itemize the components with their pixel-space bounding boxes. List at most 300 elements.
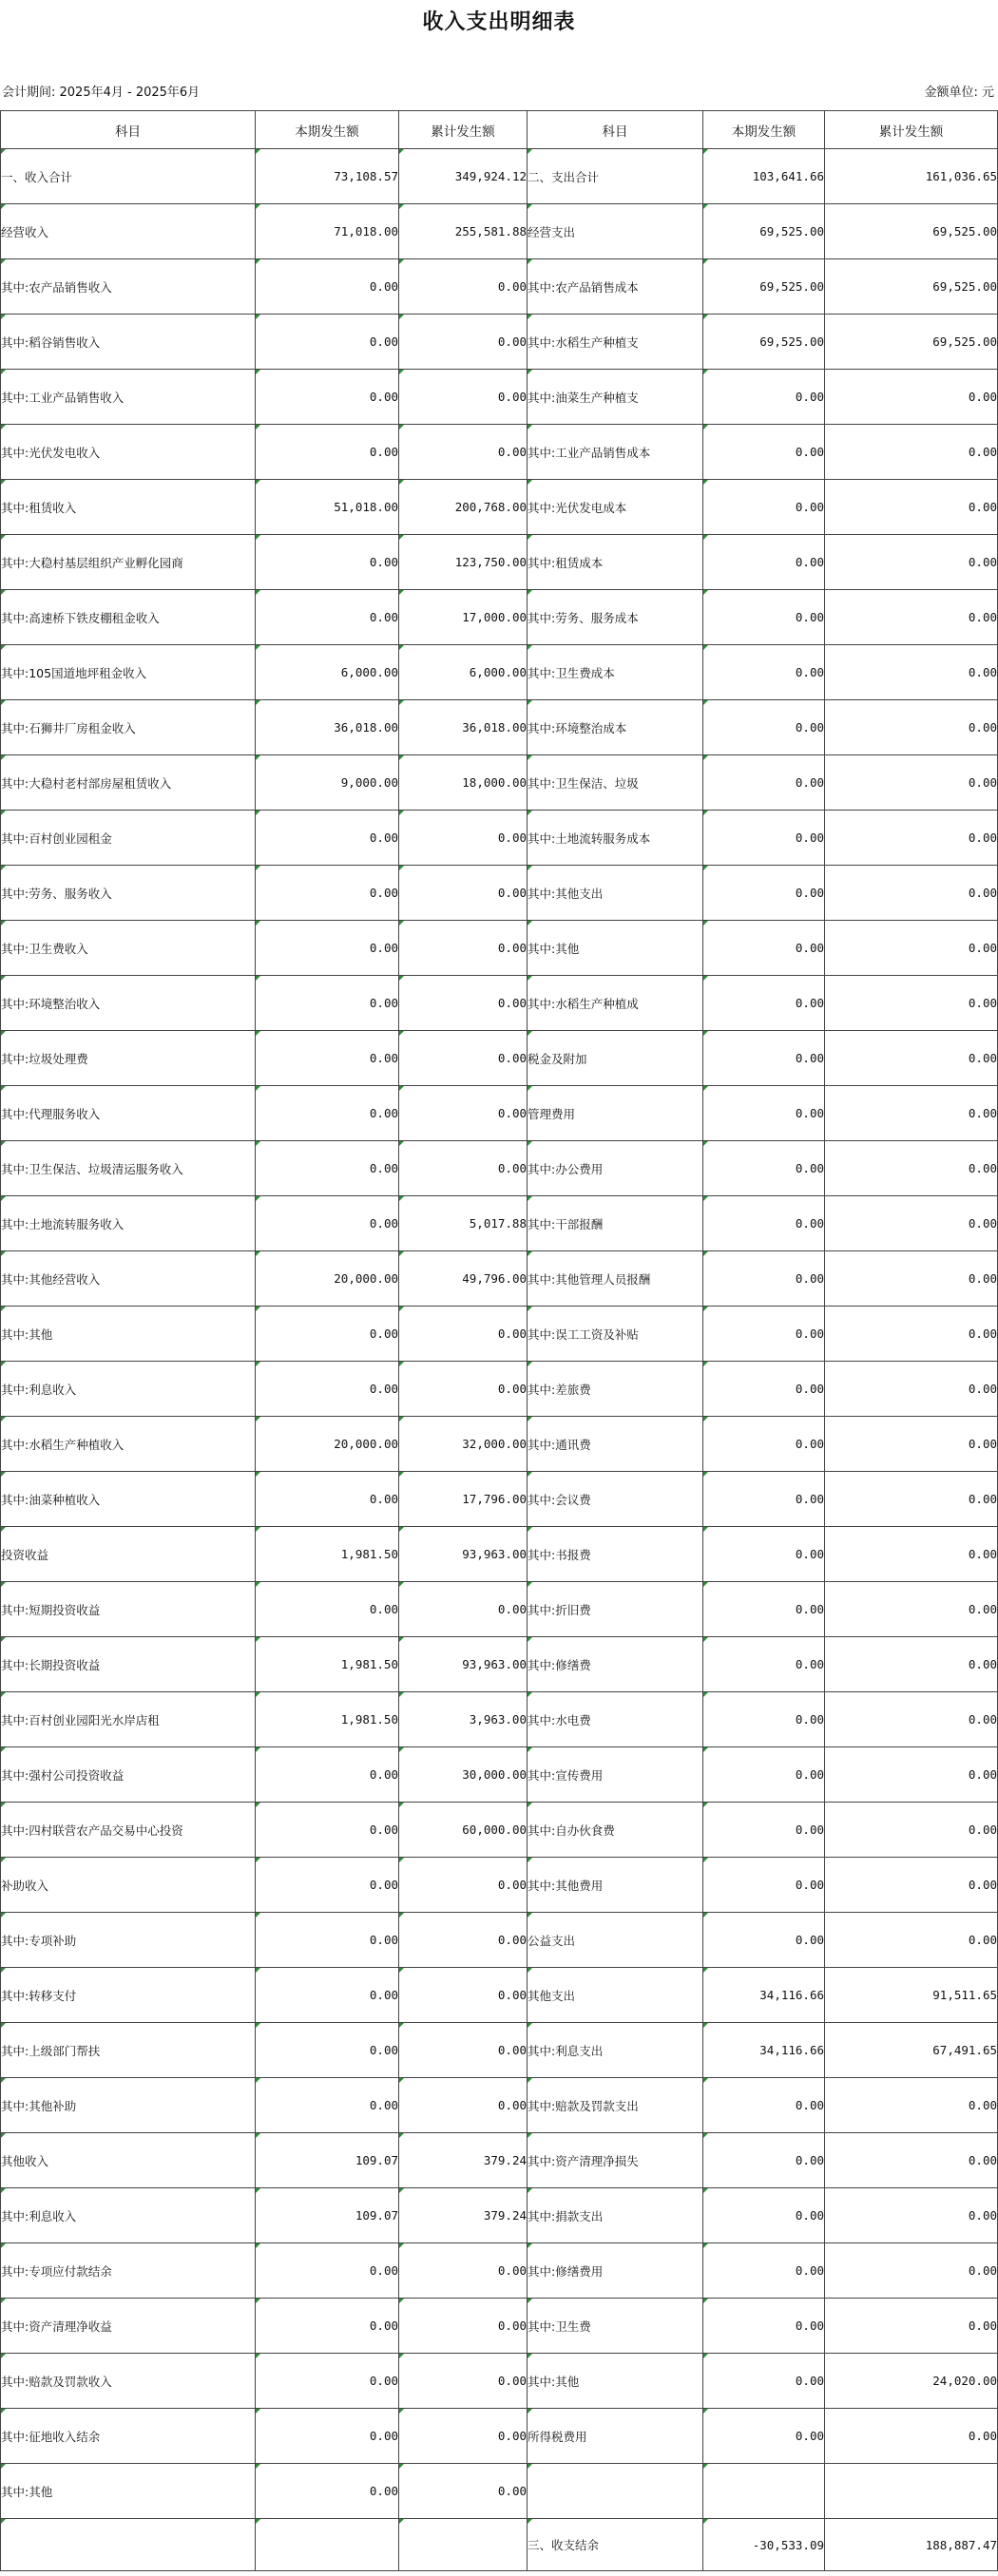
income-cumulative-cell: 0.00 [399,1858,528,1913]
expense-current-cell: 0.00 [703,1913,825,1968]
expense-current-cell: 0.00 [703,976,825,1031]
expense-current-cell: 0.00 [703,1858,825,1913]
income-current-cell: 0.00 [256,1803,399,1858]
table-row [1,2299,998,2354]
expense-current-cell: 0.00 [703,1196,825,1251]
table-row [1,1637,998,1692]
table-row [1,2188,998,2243]
income-item-cell: 其中:光伏发电收入 [1,425,256,480]
expense-cumulative-cell: 0.00 [825,700,998,755]
income-item-cell: 其他收入 [1,2133,256,2188]
income-item-cell: 补助收入 [1,1858,256,1913]
table-row [1,259,998,315]
expense-current-cell: 0.00 [703,755,825,811]
expense-item-cell: 其中:利息支出 [528,2023,703,2078]
expense-current-cell: 0.00 [703,2133,825,2188]
income-item-cell: 其中:稻谷销售收入 [1,315,256,370]
income-item-cell: 其中:专项补助 [1,1913,256,1968]
income-cumulative-cell: 0.00 [399,2409,528,2464]
expense-cumulative-cell: 24,020.00 [825,2354,998,2409]
expense-item-cell: 其中:卫生费 [528,2299,703,2354]
expense-cumulative-cell: 0.00 [825,1637,998,1692]
income-current-cell: 0.00 [256,2078,399,2133]
table-row [1,2023,998,2078]
income-current-cell: 0.00 [256,811,399,866]
expense-cumulative-cell: 0.00 [825,370,998,425]
table-row [1,480,998,535]
income-current-cell: 0.00 [256,1968,399,2023]
expense-current-cell: 0.00 [703,425,825,480]
income-cumulative-cell: 32,000.00 [399,1417,528,1472]
income-cumulative-cell: 0.00 [399,921,528,976]
income-item-cell: 其中:百村创业园阳光水岸店租 [1,1692,256,1747]
income-current-cell: 0.00 [256,1141,399,1196]
header-expense-cumulative: 累计发生额 [825,111,998,149]
expense-item-cell: 其中:修缮费 [528,1637,703,1692]
income-item-cell: 其中:利息收入 [1,1362,256,1417]
income-item-cell: 其中:大稳村基层组织产业孵化园商 [1,535,256,590]
income-cumulative-cell: 0.00 [399,976,528,1031]
income-cumulative-cell: 0.00 [399,1362,528,1417]
expense-item-cell: 管理费用 [528,1086,703,1141]
income-current-cell: 0.00 [256,2409,399,2464]
expense-item-cell: 其中:书报费 [528,1527,703,1582]
table-row [1,2409,998,2464]
income-item-cell: 其中:转移支付 [1,1968,256,2023]
income-cumulative-cell: 5,017.88 [399,1196,528,1251]
income-item-cell: 其中:利息收入 [1,2188,256,2243]
income-item-cell: 其中:其他 [1,1307,256,1362]
income-item-cell: 其中:垃圾处理费 [1,1031,256,1086]
expense-current-cell: 0.00 [703,2409,825,2464]
income-cumulative-cell: 0.00 [399,1141,528,1196]
income-item-cell: 其中:其他经营收入 [1,1251,256,1307]
income-current-cell: 73,108.57 [256,149,399,204]
income-current-cell: 0.00 [256,590,399,645]
table-row [1,2464,998,2519]
expense-current-cell: 0.00 [703,1472,825,1527]
income-item-cell: 其中:农产品销售收入 [1,259,256,315]
expense-cumulative-cell: 0.00 [825,921,998,976]
expense-item-cell: 其中:水稻生产种植支 [528,315,703,370]
table-row [1,425,998,480]
expense-item-cell: 其中:其他 [528,921,703,976]
table-row [1,2243,998,2299]
expense-item-cell: 其中:其他 [528,2354,703,2409]
expense-cumulative-cell: 0.00 [825,866,998,921]
income-cumulative-cell: 0.00 [399,2243,528,2299]
table-row [1,866,998,921]
expense-current-cell: 69,525.00 [703,259,825,315]
income-item-cell: 其中:代理服务收入 [1,1086,256,1141]
table-row [1,590,998,645]
income-cumulative-cell: 0.00 [399,1031,528,1086]
income-current-cell: 0.00 [256,866,399,921]
income-item-cell: 其中:卫生保洁、垃圾清运服务收入 [1,1141,256,1196]
income-current-cell: 0.00 [256,2243,399,2299]
income-cumulative-cell: 0.00 [399,259,528,315]
income-current-cell: 0.00 [256,259,399,315]
income-cumulative-cell: 0.00 [399,315,528,370]
income-cumulative-cell: 255,581.88 [399,204,528,259]
table-row [1,1417,998,1472]
income-current-cell: 20,000.00 [256,1417,399,1472]
income-current-cell: 0.00 [256,1747,399,1803]
expense-current-cell: 0.00 [703,2354,825,2409]
income-cumulative-cell: 6,000.00 [399,645,528,700]
expense-cumulative-cell: 0.00 [825,1692,998,1747]
income-cumulative-cell: 18,000.00 [399,755,528,811]
income-current-cell: 0.00 [256,1362,399,1417]
header-income-current: 本期发生额 [256,111,399,149]
expense-item-cell: 其中:通讯费 [528,1417,703,1472]
expense-cumulative-cell: 0.00 [825,811,998,866]
expense-cumulative-cell: 0.00 [825,645,998,700]
expense-cumulative-cell: 0.00 [825,2299,998,2354]
table-body [1,149,998,2571]
expense-cumulative-cell: 0.00 [825,1141,998,1196]
expense-item-cell: 公益支出 [528,1913,703,1968]
expense-item-cell: 三、收支结余 [528,2519,703,2571]
income-cumulative-cell: 0.00 [399,811,528,866]
expense-item-cell: 其中:土地流转服务成本 [528,811,703,866]
expense-cumulative-cell: 0.00 [825,590,998,645]
income-cumulative-cell: 349,924.12 [399,149,528,204]
expense-item-cell: 其中:光伏发电成本 [528,480,703,535]
income-item-cell: 其中:征地收入结余 [1,2409,256,2464]
income-cumulative-cell: 0.00 [399,2023,528,2078]
income-current-cell: 0.00 [256,1858,399,1913]
income-cumulative-cell: 0.00 [399,425,528,480]
expense-current-cell: 0.00 [703,370,825,425]
expense-current-cell: 0.00 [703,645,825,700]
income-item-cell [1,2519,256,2571]
expense-current-cell: 0.00 [703,1141,825,1196]
expense-current-cell: 34,116.66 [703,2023,825,2078]
expense-current-cell: 34,116.66 [703,1968,825,2023]
table-row [1,1086,998,1141]
income-item-cell: 其中:长期投资收益 [1,1637,256,1692]
expense-item-cell: 其中:修缮费用 [528,2243,703,2299]
expense-current-cell: 0.00 [703,1307,825,1362]
expense-item-cell: 其中:资产清理净损失 [528,2133,703,2188]
income-cumulative-cell: 0.00 [399,370,528,425]
currency-unit: 金额单位: 元 [924,86,994,100]
income-item-cell: 其中:环境整治收入 [1,976,256,1031]
expense-current-cell: 0.00 [703,1362,825,1417]
table-row [1,1747,998,1803]
income-cumulative-cell: 0.00 [399,2299,528,2354]
expense-current-cell: 0.00 [703,921,825,976]
expense-cumulative-cell: 0.00 [825,1362,998,1417]
income-cumulative-cell: 379.24 [399,2133,528,2188]
expense-cumulative-cell: 0.00 [825,1472,998,1527]
expense-item-cell: 税金及附加 [528,1031,703,1086]
expense-current-cell: 0.00 [703,1747,825,1803]
income-item-cell: 其中:其他补助 [1,2078,256,2133]
table-row [1,1251,998,1307]
expense-cumulative-cell: 0.00 [825,1307,998,1362]
table-row [1,811,998,866]
expense-current-cell: 69,525.00 [703,315,825,370]
income-item-cell: 其中:水稻生产种植收入 [1,1417,256,1472]
expense-cumulative-cell: 0.00 [825,1858,998,1913]
expense-cumulative-cell: 0.00 [825,2188,998,2243]
table-row [1,1362,998,1417]
table-row [1,1692,998,1747]
table-row [1,315,998,370]
expense-item-cell: 其中:折旧费 [528,1582,703,1637]
expense-item-cell: 其中:环境整治成本 [528,700,703,755]
income-cumulative-cell: 0.00 [399,866,528,921]
table-row [1,1582,998,1637]
table-row [1,2078,998,2133]
expense-cumulative-cell: 91,511.65 [825,1968,998,2023]
expense-current-cell: 0.00 [703,1582,825,1637]
income-cumulative-cell: 0.00 [399,1582,528,1637]
income-current-cell: 36,018.00 [256,700,399,755]
expense-item-cell: 其中:办公费用 [528,1141,703,1196]
table-row [1,1913,998,1968]
table-row [1,2354,998,2409]
table-row [1,1527,998,1582]
expense-current-cell: 103,641.66 [703,149,825,204]
expense-item-cell: 其中:捐款支出 [528,2188,703,2243]
income-cumulative-cell: 93,963.00 [399,1637,528,1692]
income-cumulative-cell: 0.00 [399,1968,528,2023]
table-row [1,1307,998,1362]
income-item-cell: 其中:油菜种植收入 [1,1472,256,1527]
table-header [1,111,998,149]
expense-item-cell: 其中:其他支出 [528,866,703,921]
expense-cumulative-cell: 0.00 [825,1196,998,1251]
expense-item-cell: 其中:租赁成本 [528,535,703,590]
table-row [1,1196,998,1251]
expense-item-cell: 其中:农产品销售成本 [528,259,703,315]
income-item-cell: 其中:105国道地坪租金收入 [1,645,256,700]
expense-item-cell: 二、支出合计 [528,149,703,204]
income-cumulative-cell: 3,963.00 [399,1692,528,1747]
expense-item-cell: 经营支出 [528,204,703,259]
income-cumulative-cell [399,2519,528,2571]
expense-current-cell: 0.00 [703,1692,825,1747]
income-item-cell: 其中:石狮井厂房租金收入 [1,700,256,755]
income-item-cell: 其中:上级部门帮扶 [1,2023,256,2078]
income-item-cell: 其中:劳务、服务收入 [1,866,256,921]
expense-current-cell: 0.00 [703,1527,825,1582]
expense-cumulative-cell: 0.00 [825,1417,998,1472]
table-row [1,645,998,700]
expense-item-cell: 其中:劳务、服务成本 [528,590,703,645]
income-current-cell: 109.07 [256,2133,399,2188]
income-current-cell: 1,981.50 [256,1637,399,1692]
expense-current-cell: 0.00 [703,2188,825,2243]
income-expense-table [0,110,998,2571]
income-current-cell: 0.00 [256,2464,399,2519]
expense-item-cell: 其他支出 [528,1968,703,2023]
income-item-cell: 其中:高速桥下铁皮棚租金收入 [1,590,256,645]
table-row [1,2133,998,2188]
income-current-cell: 0.00 [256,2354,399,2409]
expense-item-cell: 其中:其他管理人员报酬 [528,1251,703,1307]
table-row [1,535,998,590]
expense-current-cell: 0.00 [703,866,825,921]
income-cumulative-cell: 93,963.00 [399,1527,528,1582]
expense-item-cell: 其中:自办伙食费 [528,1803,703,1858]
income-current-cell [256,2519,399,2571]
expense-cumulative-cell: 69,525.00 [825,315,998,370]
income-current-cell: 6,000.00 [256,645,399,700]
expense-item-cell: 其中:赔款及罚款支出 [528,2078,703,2133]
income-cumulative-cell: 0.00 [399,1307,528,1362]
expense-cumulative-cell: 0.00 [825,425,998,480]
income-cumulative-cell: 0.00 [399,1913,528,1968]
expense-cumulative-cell: 0.00 [825,1747,998,1803]
income-current-cell: 0.00 [256,1086,399,1141]
income-current-cell: 0.00 [256,1582,399,1637]
expense-cumulative-cell: 0.00 [825,976,998,1031]
table-row [1,755,998,811]
income-cumulative-cell: 0.00 [399,1086,528,1141]
expense-current-cell: 0.00 [703,480,825,535]
income-current-cell: 0.00 [256,921,399,976]
expense-current-cell: 0.00 [703,2243,825,2299]
accounting-period: 会计期间: 2025年4月 - 2025年6月 [2,86,201,100]
expense-item-cell: 其中:油菜生产种植支 [528,370,703,425]
table-row [1,1803,998,1858]
income-current-cell: 1,981.50 [256,1692,399,1747]
income-cumulative-cell: 0.00 [399,2078,528,2133]
expense-cumulative-cell: 0.00 [825,2133,998,2188]
income-current-cell: 0.00 [256,2023,399,2078]
header-expense-item: 科目 [528,111,703,149]
expense-cumulative-cell: 0.00 [825,535,998,590]
expense-cumulative-cell: 0.00 [825,2409,998,2464]
expense-cumulative-cell: 0.00 [825,2243,998,2299]
income-cumulative-cell: 0.00 [399,2354,528,2409]
expense-item-cell: 其中:差旅费 [528,1362,703,1417]
income-item-cell: 经营收入 [1,204,256,259]
income-current-cell: 0.00 [256,315,399,370]
expense-current-cell: 0.00 [703,1251,825,1307]
table-row [1,2519,998,2571]
expense-item-cell: 其中:干部报酬 [528,1196,703,1251]
income-cumulative-cell: 49,796.00 [399,1251,528,1307]
income-item-cell: 其中:资产清理净收益 [1,2299,256,2354]
expense-current-cell: 0.00 [703,700,825,755]
expense-cumulative-cell: 0.00 [825,2078,998,2133]
income-item-cell: 其中:租赁收入 [1,480,256,535]
income-cumulative-cell: 200,768.00 [399,480,528,535]
expense-cumulative-cell: 0.00 [825,1086,998,1141]
income-current-cell: 0.00 [256,1307,399,1362]
expense-current-cell: 0.00 [703,2078,825,2133]
income-item-cell: 其中:工业产品销售收入 [1,370,256,425]
expense-current-cell [703,2464,825,2519]
income-current-cell: 0.00 [256,1196,399,1251]
expense-item-cell: 其中:卫生费成本 [528,645,703,700]
expense-item-cell [528,2464,703,2519]
expense-cumulative-cell: 0.00 [825,1527,998,1582]
income-current-cell: 51,018.00 [256,480,399,535]
expense-current-cell: -30,533.09 [703,2519,825,2571]
income-item-cell: 其中:赔款及罚款收入 [1,2354,256,2409]
income-item-cell: 其中:强村公司投资收益 [1,1747,256,1803]
expense-cumulative-cell: 0.00 [825,1031,998,1086]
income-cumulative-cell: 17,796.00 [399,1472,528,1527]
income-item-cell: 其中:卫生费收入 [1,921,256,976]
table-row [1,1472,998,1527]
expense-item-cell: 其中:工业产品销售成本 [528,425,703,480]
expense-current-cell: 69,525.00 [703,204,825,259]
income-item-cell: 投资收益 [1,1527,256,1582]
table-row [1,370,998,425]
expense-cumulative-cell: 0.00 [825,1251,998,1307]
income-item-cell: 其中:四村联营农产品交易中心投资 [1,1803,256,1858]
report-title: 收入支出明细表 [422,10,576,34]
table-row [1,921,998,976]
income-item-cell: 一、收入合计 [1,149,256,204]
income-item-cell: 其中:专项应付款结余 [1,2243,256,2299]
expense-current-cell: 0.00 [703,1803,825,1858]
expense-cumulative-cell: 67,491.65 [825,2023,998,2078]
income-current-cell: 9,000.00 [256,755,399,811]
header-income-cumulative: 累计发生额 [399,111,528,149]
expense-current-cell: 0.00 [703,590,825,645]
table-row [1,204,998,259]
expense-item-cell: 其中:卫生保洁、垃圾 [528,755,703,811]
expense-item-cell: 所得税费用 [528,2409,703,2464]
income-current-cell: 0.00 [256,425,399,480]
income-current-cell: 71,018.00 [256,204,399,259]
expense-cumulative-cell: 188,887.47 [825,2519,998,2571]
table-row [1,1968,998,2023]
income-current-cell: 0.00 [256,1472,399,1527]
expense-item-cell: 其中:水电费 [528,1692,703,1747]
expense-current-cell: 0.00 [703,1417,825,1472]
header-expense-current: 本期发生额 [703,111,825,149]
expense-item-cell: 其中:会议费 [528,1472,703,1527]
income-item-cell: 其中:短期投资收益 [1,1582,256,1637]
income-cumulative-cell: 379.24 [399,2188,528,2243]
income-current-cell: 0.00 [256,976,399,1031]
expense-current-cell: 0.00 [703,1031,825,1086]
expense-cumulative-cell: 0.00 [825,1913,998,1968]
expense-cumulative-cell: 161,036.65 [825,149,998,204]
table-row [1,976,998,1031]
expense-cumulative-cell: 69,525.00 [825,204,998,259]
income-current-cell: 109.07 [256,2188,399,2243]
income-item-cell: 其中:其他 [1,2464,256,2519]
income-current-cell: 0.00 [256,370,399,425]
income-current-cell: 0.00 [256,535,399,590]
table-row [1,149,998,204]
income-cumulative-cell: 36,018.00 [399,700,528,755]
income-current-cell: 0.00 [256,1031,399,1086]
income-cumulative-cell: 123,750.00 [399,535,528,590]
income-item-cell: 其中:大稳村老村部房屋租赁收入 [1,755,256,811]
expense-current-cell: 0.00 [703,811,825,866]
income-cumulative-cell: 60,000.00 [399,1803,528,1858]
expense-item-cell: 其中:水稻生产种植成 [528,976,703,1031]
expense-item-cell: 其中:误工工资及补贴 [528,1307,703,1362]
header-income-item: 科目 [1,111,256,149]
expense-current-cell: 0.00 [703,1637,825,1692]
expense-item-cell: 其中:宣传费用 [528,1747,703,1803]
expense-cumulative-cell: 0.00 [825,755,998,811]
income-current-cell: 0.00 [256,1913,399,1968]
expense-item-cell: 其中:其他费用 [528,1858,703,1913]
